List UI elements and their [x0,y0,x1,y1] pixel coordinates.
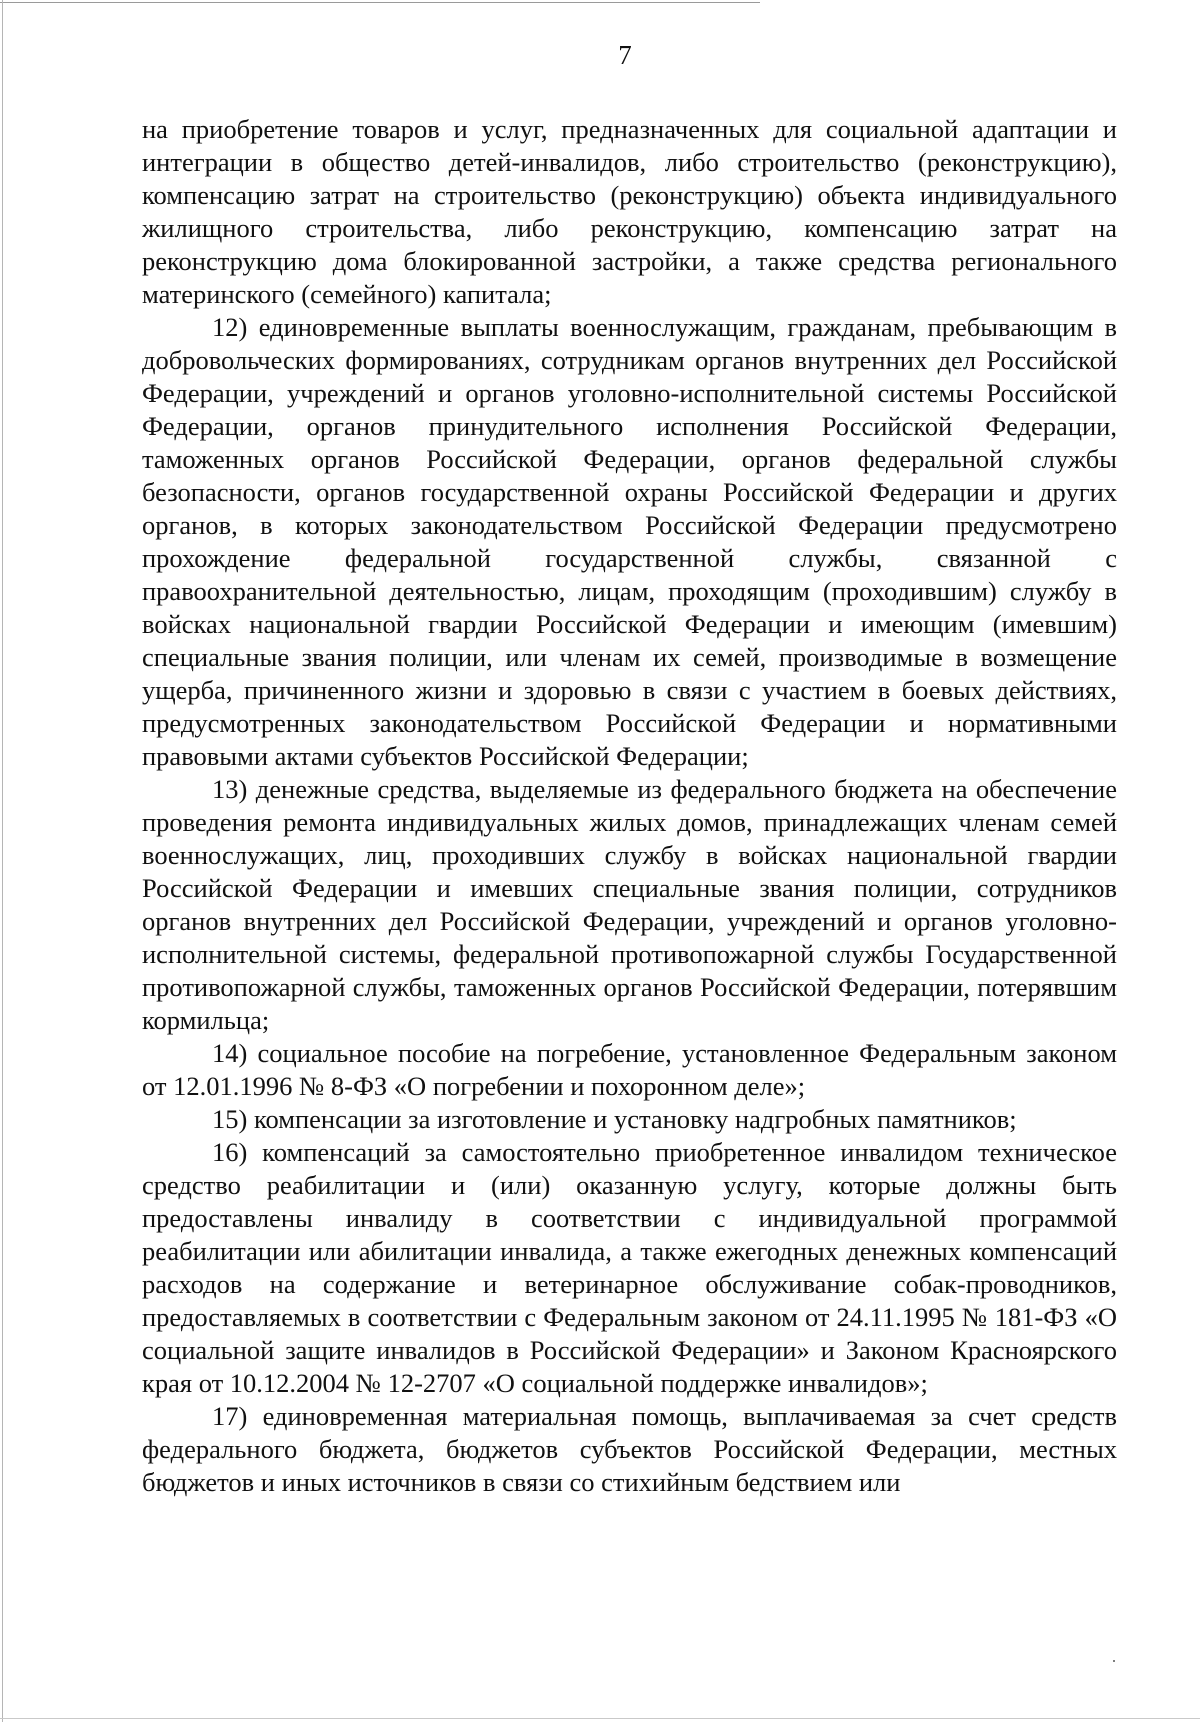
scan-edge-top [0,2,760,3]
paragraph-item-17: 17) единовременная материальная помощь, выплачиваемая за счет средств федерального бюджета, бюджетов субъектов Российской Федерации, местных бюджетов и иных источников в связи со стихийным бедствием или [142,1401,1117,1497]
scan-speck [1113,1660,1115,1662]
paragraph-item-12: 12) единовременные выплаты военнослужащим, гражданам, пребывающим в добровольческих формированиях, сотрудникам органов внутренних дел Российской Федерации, учреждений и органов уголовно-исполнительной системы Российской Федерации, органов принудительного исполнения Российской Федерации, таможенных органов Российской Федерации, органов федеральной службы безопасности, органов государственной охраны Российской Федерации и других органов, в которых законодательством Российской Федерации предусмотрено прохождение федеральной государственной службы, связанной с правоохранительной деятельностью, лицам, проходящим (проходившим) службу в войсках национальной гвардии Российской Федерации и имеющим (имевшим) специальные звания полиции, или членам их семей, производимые в возмещение ущерба, причиненного жизни и здоровью в связи с участием в боевых действиях, предусмотренных законодательством Российской Федерации и нормативными правовыми актами субъектов Российской Федерации; [142,312,1117,771]
paragraph-item-13: 13) денежные средства, выделяемые из федерального бюджета на обеспечение проведения ремонта индивидуальных жилых домов, принадлежащих членам семей военнослужащих, лиц, проходивших службу в войсках национальной гвардии Российской Федерации и имевших специальные звания полиции, сотрудников органов внутренних дел Российской Федерации, учреждений и органов уголовно-исполнительной системы, федеральной противопожарной службы Государственной противопожарной службы, таможенных органов Российской Федерации, потерявшим кормильца; [142,774,1117,1035]
paragraph-item-15: 15) компенсации за изготовление и установку надгробных памятников; [212,1104,1017,1134]
page-number: 7 [618,40,632,70]
paragraph-continuation: на приобретение товаров и услуг, предназначенных для социальной адаптации и интеграции в общество детей-инвалидов, либо строительство (реконструкцию), компенсацию затрат на строительство (реконструкцию) объекта индивидуального жилищного строительства, либо реконструкцию, компенсацию затрат на реконструкцию дома блокированной застройки, а также средства регионального материнского (семейного) капитала; [142,114,1117,309]
document-body [142,113,1117,1499]
paragraph-item-14: 14) социальное пособие на погребение, установленное Федеральным законом от 12.01.1996 № 8-ФЗ «О погребении и похоронном деле»; [142,1038,1117,1101]
scan-edge-bottom [0,1718,1200,1719]
paragraph-item-16: 16) компенсаций за самостоятельно приобретенное инвалидом техническое средство реабилитации и (или) оказанную услугу, которые должны быть предоставлены инвалиду в соответствии с индивидуальной программой реабилитации или абилитации инвалида, а также ежегодных денежных компенсаций расходов на содержание и ветеринарное обслуживание собак-проводников, предоставляемых в соответствии с Федеральным законом от 24.11.1995 № 181-ФЗ «О социальной защите инвалидов в Российской Федерации» и Законом Красноярского края от 10.12.2004 № 12-2707 «О социальной поддержке инвалидов»; [142,1137,1117,1398]
scan-edge-left [2,0,3,1722]
